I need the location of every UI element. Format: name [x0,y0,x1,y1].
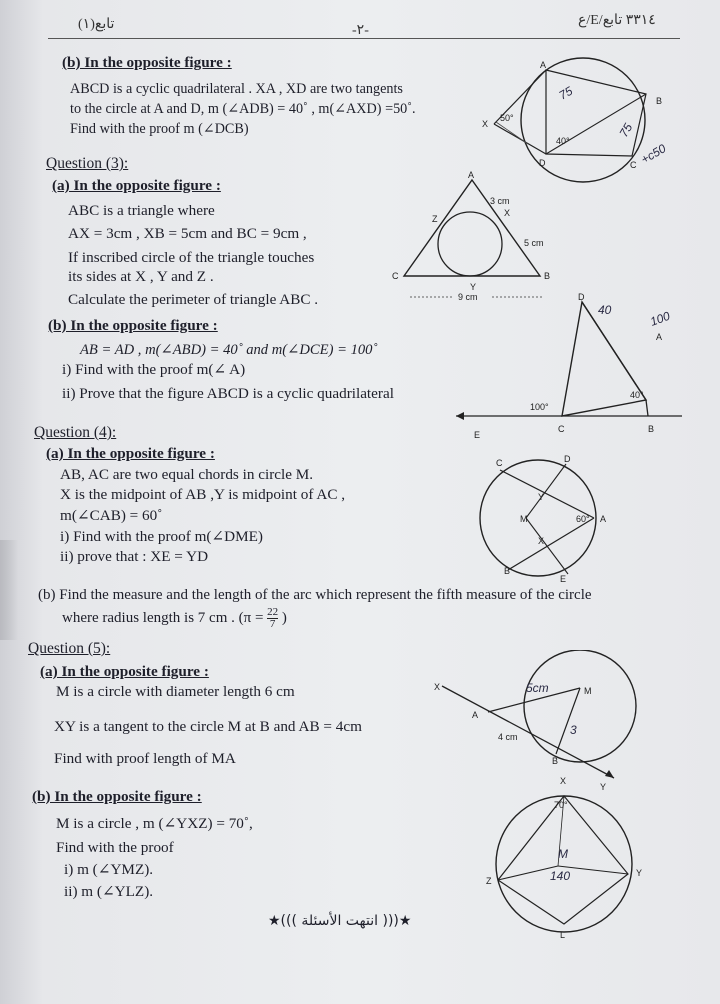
q3b-title: (b) In the opposite figure : [48,317,218,334]
header-divider [48,38,680,39]
q4b-line2-text: where radius length is 7 cm . (π = [62,609,268,626]
q3a-length-ax: 3 cm [490,196,510,206]
q4a-figure [464,452,624,584]
q3a-label-b: B [544,271,551,281]
q5b-label-z: Z [486,876,492,886]
q2b-line: ABCD is a cyclic quadrilateral . XA , XD are two tangents [70,81,403,97]
q4a-line: X is the midpoint of AB ,Y is midpoint of AC , [60,486,346,503]
q3a-label-a: A [468,170,475,180]
q4a-label-x: X [538,536,545,546]
q4a-label-b: B [504,566,511,576]
q5b-line: Find with the proof [56,839,174,856]
pi-denominator: 7 [269,618,276,630]
q4a-title: (a) In the opposite figure : [46,445,215,462]
q3b-handwriting: 40 [598,303,612,317]
q5b-label-x: X [560,776,567,786]
q2b-angle-d: 40° [556,136,570,146]
q3b-angle-c: 100° [530,402,549,412]
q3a-line: its sides at X , Y and Z . [68,268,214,285]
q5b-label-y: Y [636,868,643,878]
q3a-line: AX = 3cm , XB = 5cm and BC = 9cm , [68,225,307,242]
q3a-length-bc: 9 cm [458,292,478,302]
q3b-label-a: A [656,332,663,342]
q3a-label-c: C [392,271,399,281]
q3a-length-xb: 5 cm [524,238,544,248]
q3b-label-b: B [648,424,655,434]
q2b-label-c: C [630,160,637,170]
q4a-label-m: M [520,514,528,524]
q4-heading: Question (4): [34,424,117,441]
q5a-line: XY is a tangent to the circle M at B and AB = 4cm [54,718,362,735]
q5b-handwriting: 140 [550,869,571,883]
q3b-line: ii) Prove that the figure ABCD is a cyclic quadrilateral [62,385,394,402]
q5b-line: i) m (∠YMZ). [64,861,154,878]
q4a-line: ii) prove that : XE = YD [60,548,209,565]
q5b-label-l: L [560,930,566,940]
q3b-label-e: E [474,430,481,440]
q3a-label-x: X [504,208,511,218]
q5a-label-b: B [552,756,559,766]
q3a-line: If inscribed circle of the triangle touches [68,249,315,266]
q5a-line: Find with proof length of MA [54,750,236,767]
q3a-label-z: Z [432,214,438,224]
q4a-label-y: Y [538,492,545,502]
q3b-line: i) Find with the proof m(∠ A) [62,361,246,378]
q5a-handwriting: 5cm [526,681,549,695]
q3b-label-c: C [558,424,565,434]
q3b-line: AB = AD , m(∠ABD) = 40˚ and m(∠DCE) = 100˚ [80,342,378,358]
q2b-label-a: A [540,60,547,70]
q4a-angle-a: 60° [576,514,590,524]
q4a-label-e: E [560,574,567,584]
q5a-line: M is a circle with diameter length 6 cm [56,683,295,700]
q3a-line: Calculate the perimeter of triangle ABC . [68,291,319,308]
q2b-label-b: B [656,96,663,106]
q2b-handwriting: +c50 [638,141,669,167]
q5b-figure [478,770,658,940]
header-right: ع/E/٣٣١٤ تابع [578,13,656,28]
q5b-line: M is a circle , m (∠YXZ) = 70˚, [56,815,253,832]
q4a-line: m(∠CAB) = 60˚ [60,507,163,524]
q5b-handwriting: M [558,847,568,861]
q5a-handwriting: 3 [570,723,577,737]
q3-heading: Question (3): [46,155,129,172]
q4a-line: i) Find with the proof m(∠DME) [60,528,263,545]
q5a-label-m: M [584,686,592,696]
q2b-angle-x: 50° [500,113,514,123]
pi-fraction [267,607,278,630]
q2b-label-d: D [539,158,546,168]
q4a-label-c: C [496,458,503,468]
q5a-label-y: Y [600,782,607,790]
header-left: (١)تابع [78,17,115,32]
q4b-line [62,607,287,630]
q5a-length-ab: 4 cm [498,732,518,742]
q4b-close-paren: ) [278,609,287,626]
page-edge-shadow [0,540,18,640]
q3a-figure [392,168,562,308]
q2b-line: to the circle at A and D, m (∠ADB) = 40˚ , m(∠AXD) =50˚. [70,101,416,117]
q3b-figure [452,292,692,442]
header-center: -٢- [352,23,369,38]
q5-heading: Question (5): [28,640,111,657]
q4b-line: (b) Find the measure and the length of the arc which represent the fifth measure of the circle [38,587,592,603]
footer-note: ★((( انتهت الأسئلة )))★ [268,913,412,929]
q3a-title: (a) In the opposite figure : [52,177,221,194]
q5b-line: ii) m (∠YLZ). [64,883,154,900]
q2b-line: Find with the proof m (∠DCB) [70,121,249,137]
q4a-label-d: D [564,454,571,464]
q3b-handwriting: 100 [648,308,672,329]
q3b-label-d: D [578,292,585,302]
q2b-handwriting: 75 [556,83,576,103]
q3b-angle-b: 40° [630,390,644,400]
q2b-figure [476,48,696,188]
q4a-line: AB, AC are two equal chords in circle M. [60,466,314,483]
q5a-title: (a) In the opposite figure : [40,663,209,680]
q5b-title: (b) In the opposite figure : [32,788,202,805]
q5b-angle-x: 70° [554,800,568,810]
q2b-handwriting: 75 [616,120,636,140]
q2b-title: (b) In the opposite figure : [62,54,232,71]
q5a-figure [428,650,648,790]
q2b-label-x: X [482,119,489,129]
q3a-line: ABC is a triangle where [68,202,215,219]
pi-numerator: 22 [267,606,279,618]
q3a-label-y: Y [470,282,477,292]
q5a-label-a: A [472,710,479,720]
q4a-label-a: A [600,514,607,524]
q5a-label-x: X [434,682,441,692]
